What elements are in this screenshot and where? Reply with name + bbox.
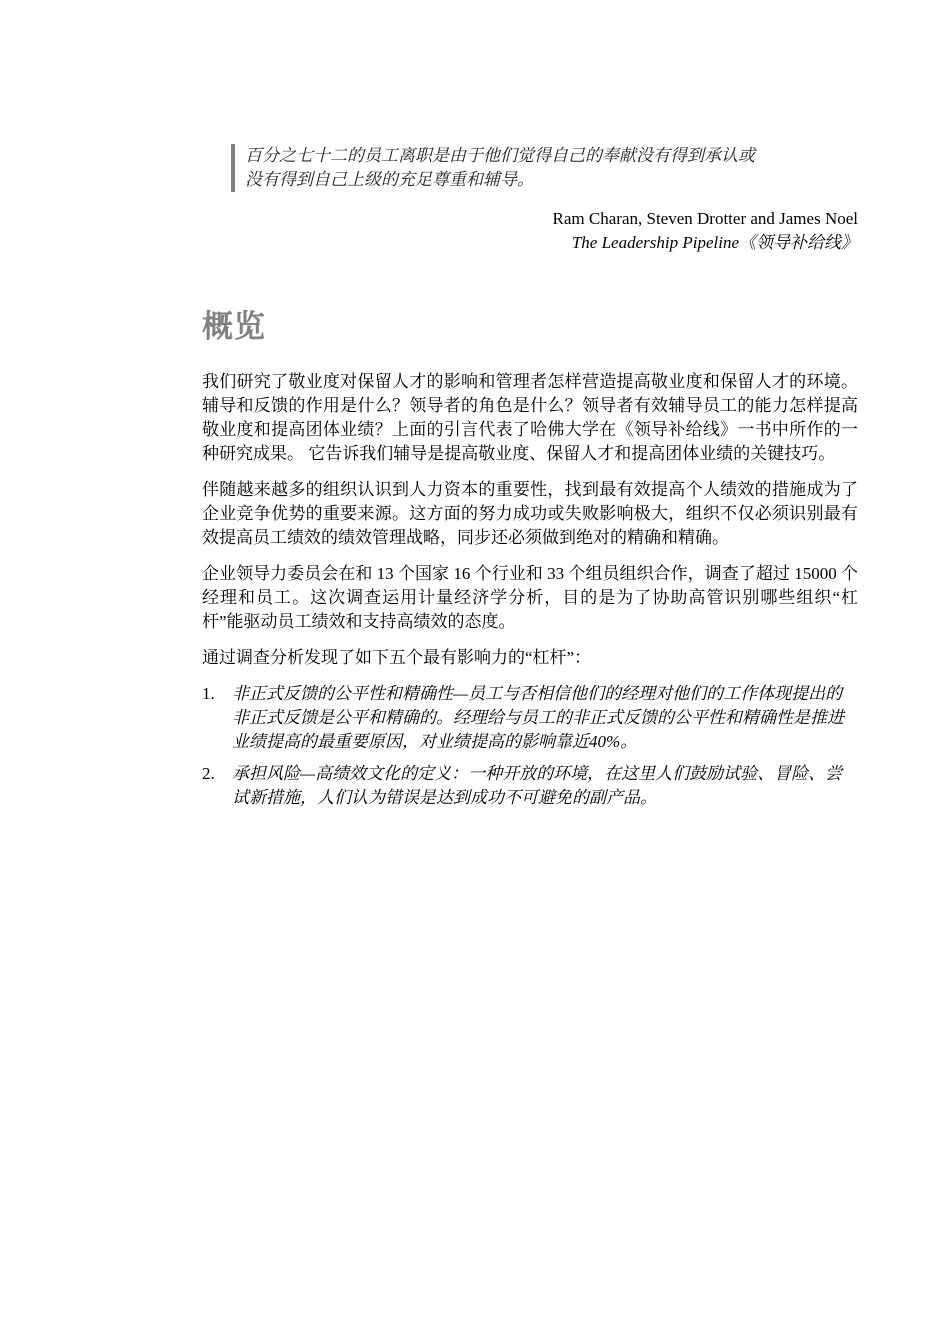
list-item	[202, 682, 858, 754]
quote-attribution	[553, 207, 858, 255]
list-item	[202, 762, 858, 810]
paragraph-2: 伴随越来越多的组织认识到人力资本的重要性，找到最有效提高个人绩效的措施成为了企业竞争优势的重要来源。这方面的努力成功或失败影响极大，组织不仅必须识别最有效提高员工绩效的绩效管理战略，同步还必须做到绝对的精确和精确。	[202, 480, 858, 547]
list-item-number: 2.	[202, 764, 215, 783]
body-text	[202, 370, 858, 818]
quote-text: 百分之七十二的员工离职是由于他们觉得自己的奉献没有得到承认或 没有得到自己上级的充足尊重和辅导。	[245, 146, 755, 189]
lever-list	[202, 682, 858, 810]
list-item-text: 非正式反馈的公平性和精确性—员工与否相信他们的经理对他们的工作体现提出的非正式反馈是公平和精确的。经理给与员工的非正式反馈的公平性和精确性是推进业绩提高的最重要原因，对业绩提高的影响靠近40%。	[232, 684, 844, 751]
quote-authors: Ram Charan, Steven Drotter and James Noel	[552, 209, 858, 228]
paragraph-1: 我们研究了敬业度对保留人才的影响和管理者怎样营造提高敬业度和保留人才的环境。辅导和反馈的作用是什么？领导者的角色是什么？领导者有效辅导员工的能力怎样提高敬业度和提高团体业绩？上面的引言代表了哈佛大学在《领导补给线》一书中所作的一种研究成果。 它告诉我们辅导是提高敬业度、保留人才和提高团体业绩的关键技巧。	[202, 372, 858, 463]
epigraph-quote	[231, 144, 865, 192]
paragraph-3: 企业领导力委员会在和 13 个国家 16 个行业和 33 个组员组织合作，调查了超过 15000 个经理和员工。这次调查运用计量经济学分析，目的是为了协助高管识别哪些组织“杠杆”能驱动员工绩效和支持高绩效的态度。	[202, 564, 858, 631]
list-item-text: 承担风险—高绩效文化的定义：一种开放的环境，在这里人们鼓励试验、冒险、尝试新措施，人们认为错误是达到成功不可避免的副产品。	[232, 764, 843, 807]
quote-book-title: The Leadership Pipeline《领导补给线》	[571, 233, 858, 252]
list-item-number: 1.	[202, 684, 215, 703]
paragraph-4: 通过调查分析发现了如下五个最有影响力的“杠杆”：	[202, 648, 592, 667]
section-title: 概览	[202, 309, 266, 345]
